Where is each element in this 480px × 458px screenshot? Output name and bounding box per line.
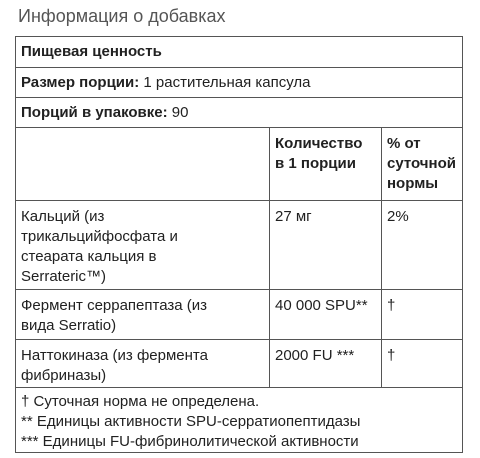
supplement-facts-table <box>15 36 463 453</box>
ingredient-amount: 27 мг <box>269 201 381 289</box>
column-header-row <box>16 127 462 200</box>
serving-size-value: 1 растительная капсула <box>143 74 311 91</box>
ingredient-name-line: Кальций (из <box>21 208 105 225</box>
servings-per-container <box>16 98 462 127</box>
footnote: *** Единицы FU-фибринолитической активности <box>21 433 359 450</box>
amount-column-header <box>269 128 381 200</box>
footnote: † Суточная норма не определена. <box>21 393 260 410</box>
dv-header-line: суточной <box>387 155 456 172</box>
ingredient-name-line: Фермент серрапептаза (из <box>21 297 208 314</box>
ingredient-name-line: Serrateric™) <box>21 268 107 285</box>
ingredient-name <box>16 290 269 339</box>
serving-size-label: Размер порции: <box>21 74 140 91</box>
ingredient-row <box>16 289 462 339</box>
ingredient-name-line: трикальцийфосфата и <box>21 228 178 245</box>
ingredient-name-line: фибриназы) <box>21 367 107 384</box>
ingredient-name-line: Наттокиназа (из фермента <box>21 347 208 364</box>
ingredient-column-header <box>16 128 269 200</box>
footnotes <box>16 388 462 453</box>
dv-header-line: % от <box>387 135 421 152</box>
ingredient-name <box>16 201 269 289</box>
ingredient-row <box>16 339 462 387</box>
ingredient-name-line: стеарата кальция в <box>21 248 157 265</box>
servings-per-container-label: Порций в упаковке: <box>21 104 168 121</box>
facts-title-row <box>16 37 462 67</box>
ingredient-name <box>16 340 269 387</box>
dv-header-line: нормы <box>387 175 439 192</box>
facts-title: Пищевая ценность <box>21 43 162 60</box>
footnote: ** Единицы активности SPU-серратиопептидазы <box>21 413 361 430</box>
ingredient-row <box>16 200 462 289</box>
servings-per-container-row <box>16 97 462 127</box>
ingredient-daily-value: † <box>381 340 462 387</box>
daily-value-column-header <box>381 128 462 200</box>
ingredient-amount: 40 000 SPU** <box>269 290 381 339</box>
serving-size <box>16 68 462 97</box>
amount-header-line: в 1 порции <box>275 155 356 172</box>
serving-size-row <box>16 67 462 97</box>
footnotes-row <box>16 387 462 453</box>
section-heading: Информация о добавках <box>18 6 226 26</box>
servings-per-container-value: 90 <box>171 104 189 121</box>
ingredient-daily-value: 2% <box>381 201 462 289</box>
ingredient-daily-value: † <box>381 290 462 339</box>
amount-header-line: Количество <box>275 135 363 152</box>
ingredient-amount: 2000 FU *** <box>269 340 381 387</box>
ingredient-name-line: вида Serratio) <box>21 317 117 334</box>
